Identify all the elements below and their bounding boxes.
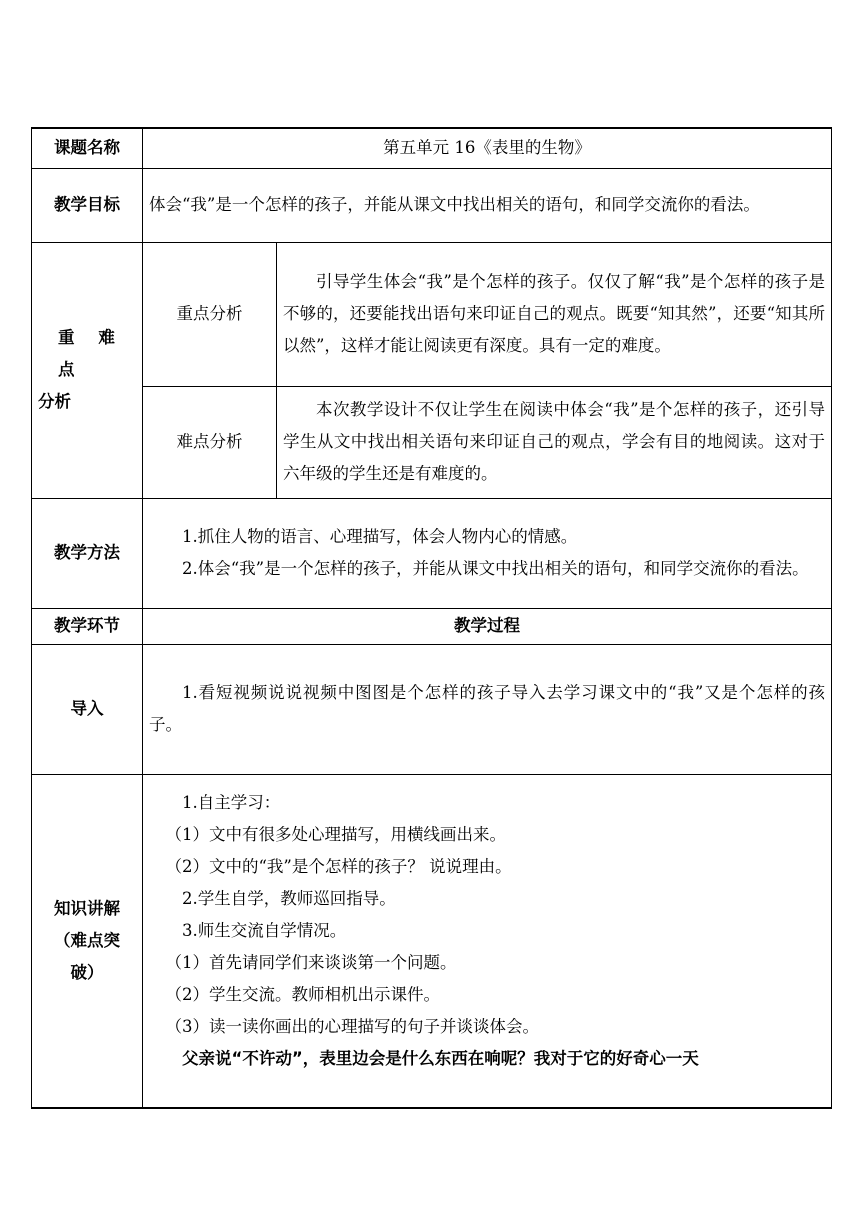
knowledge-bold-line: 父亲说“不许动”，表里边会是什么东西在响呢？我对于它的好奇心一天 <box>182 1048 699 1068</box>
row-goal <box>32 168 832 242</box>
row-header <box>32 608 832 644</box>
knowledge-line-8: （3）读一读你画出的心理描写的句子并谈谈体会。 <box>165 1016 539 1036</box>
row-method <box>32 498 832 608</box>
title-value: 第五单元 16《表里的生物》 <box>143 128 832 168</box>
hard-point-label: 难点分析 <box>143 386 277 498</box>
key-point-label: 重点分析 <box>143 242 277 386</box>
knowledge-label-line1: 知识讲解 <box>54 898 120 918</box>
knowledge-line-6: （1）首先请同学们来谈谈第一个问题。 <box>165 952 457 972</box>
key-point-value: 引导学生体会“我”是个怎样的孩子。仅仅了解“我”是个怎样的孩子是不够的，还要能找出语句来印证自己的观点。既要“知其然”，还要“知其所以然”，这样才能让阅读更有深度。具有一定的难度。 <box>277 242 832 386</box>
method-label: 教学方法 <box>32 498 143 608</box>
knowledge-label-line3: 破） <box>70 962 104 982</box>
intro-value: 1.看短视频说说视频中图图是个怎样的孩子导入去学习课文中的“我”又是个怎样的孩子。 <box>143 644 832 774</box>
row-key-point <box>32 242 832 386</box>
title-label: 课题名称 <box>32 128 143 168</box>
knowledge-value <box>143 774 832 1108</box>
knowledge-line-4: 2.学生自学，教师巡回指导。 <box>182 888 396 908</box>
goal-label: 教学目标 <box>32 168 143 242</box>
knowledge-line-3: （2）文中的“我”是个怎样的孩子？ 说说理由。 <box>165 856 512 876</box>
difficulty-label-line1: 重 难 点 <box>58 328 124 379</box>
row-knowledge <box>32 774 832 1108</box>
knowledge-label <box>32 774 143 1108</box>
intro-label: 导入 <box>32 644 143 774</box>
method-value <box>143 498 832 608</box>
lesson-plan-table <box>31 127 832 1109</box>
knowledge-line-5: 3.师生交流自学情况。 <box>182 920 347 940</box>
row-hard-point <box>32 386 832 498</box>
process-header: 教学过程 <box>143 608 832 644</box>
goal-value: 体会“我”是一个怎样的孩子，并能从课文中找出相关的语句，和同学交流你的看法。 <box>143 168 832 242</box>
knowledge-line-7: （2）学生交流。教师相机出示课件。 <box>165 984 440 1004</box>
knowledge-label-line2: （难点突 <box>54 930 120 950</box>
method-item-1: 1.抓住人物的语言、心理描写，体会人物内心的情感。 <box>182 527 578 546</box>
method-item-2: 2.体会“我”是一个怎样的孩子，并能从课文中找出相关的语句，和同学交流你的看法。 <box>182 559 809 578</box>
row-title <box>32 128 832 168</box>
row-intro <box>32 644 832 774</box>
hard-point-value: 本次教学设计不仅让学生在阅读中体会“我”是个怎样的孩子，还引导学生从文中找出相关语句来印证自己的观点，学会有目的地阅读。这对于六年级的学生还是有难度的。 <box>277 386 832 498</box>
difficulty-label-line2: 分析 <box>38 392 71 411</box>
difficulty-label <box>32 242 143 498</box>
knowledge-line-1: 1.自主学习： <box>182 792 281 812</box>
knowledge-line-2: （1）文中有很多处心理描写，用横线画出来。 <box>165 824 506 844</box>
stage-header: 教学环节 <box>32 608 143 644</box>
